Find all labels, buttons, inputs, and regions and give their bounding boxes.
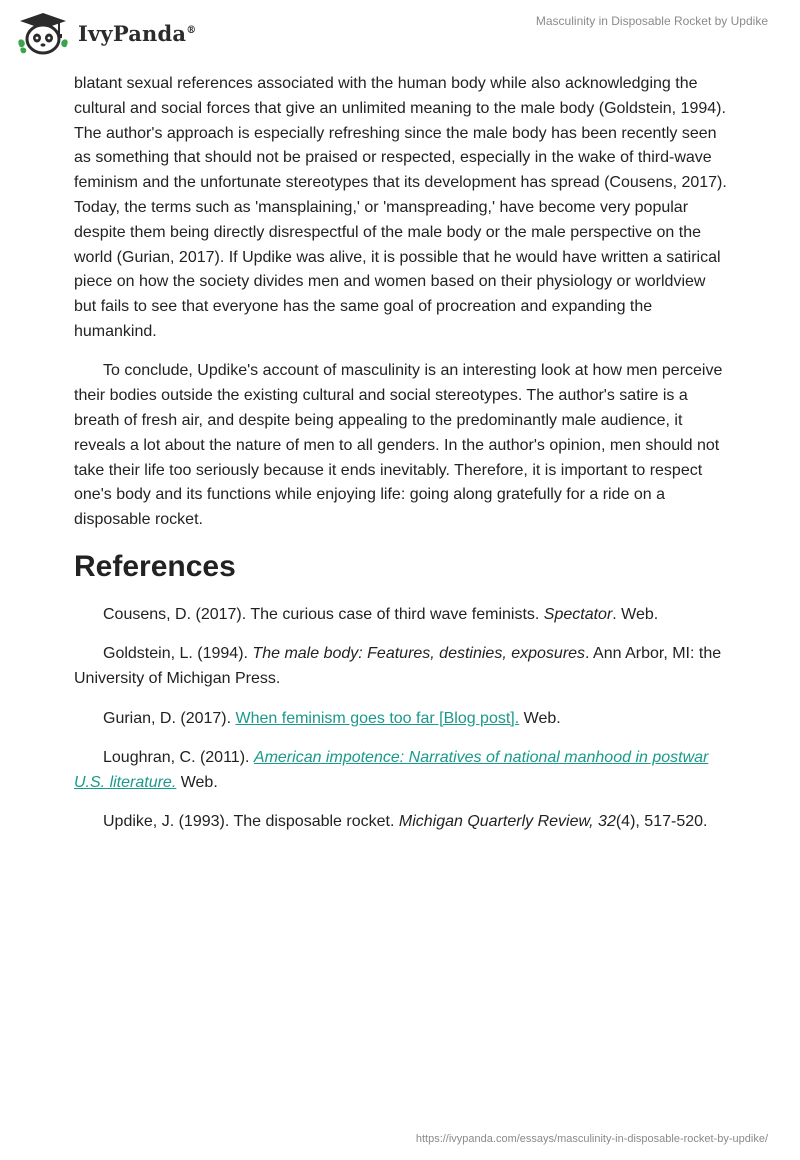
reference-link[interactable]: When feminism goes too far [Blog post]. [235, 709, 520, 727]
reference-item: Gurian, D. (2017). When feminism goes too far [Blog post]. Web. [103, 709, 561, 727]
page-url-footer: https://ivypanda.com/essays/masculinity-in-disposable-rocket-by-updike/ [415, 1133, 768, 1145]
references-heading: References [74, 549, 236, 583]
logo-wordmark: IvyPanda® [78, 20, 197, 46]
essay-content [74, 72, 730, 849]
document-title: Masculinity in Disposable Rocket by Updike [535, 14, 768, 28]
page-header [0, 0, 800, 70]
reference-item: Updike, J. (1993). The disposable rocket. Michigan Quarterly Review, 32(4), 517-520. [103, 813, 708, 831]
reference-item: Loughran, C. (2011). American impotence: Narratives of national manhood in postwar U.S. literature. Web. [74, 748, 709, 791]
reference-item: Cousens, D. (2017). The curious case of third wave feminists. Spectator. Web. [103, 605, 659, 623]
body-paragraph: To conclude, Updike's account of masculinity is an interesting look at how men perceive their bodies outside the existing cultural and social stereotypes. The author's satire is a breath of fresh air, and despite being appealing to the predominantly male audience, it reveals a lot about the nature of men to all genders. In the author's opinion, men should not take their life too seriously because it ends inevitably. Therefore, it is important to respect one's body and its functions while enjoying life: going along gratefully for a ride on a disposable rocket. [74, 362, 723, 529]
reference-link[interactable]: American impotence: Narratives of national manhood in postwar U.S. literature. [74, 748, 709, 791]
reference-item: Goldstein, L. (1994). The male body: Features, destinies, exposures. Ann Arbor, MI: the University of Michigan Press. [74, 645, 722, 688]
body-paragraph: blatant sexual references associated with the human body while also acknowledging the cultural and social forces that give an unlimited meaning to the male body (Goldstein, 1994). The author's approach is especially refreshing since the male body has been recently seen as something that should not be praised or respected, especially in the wake of third-wave feminism and the unfortunate stereotypes that its development has spread (Cousens, 2017). Today, the terms such as 'mansplaining,' or 'manspreading,' have become very popular despite them being directly disrespectful of the male body or the male perspective on the world (Gurian, 2017). If Updike was alive, it is possible that he would have written a satirical piece on how the society divides men and women based on their physiology or worldview but fails to see that everyone has the same goal of procreation and expanding the humankind. [74, 75, 727, 340]
panda-logo-icon [14, 11, 72, 55]
ivypanda-logo[interactable] [14, 8, 196, 58]
